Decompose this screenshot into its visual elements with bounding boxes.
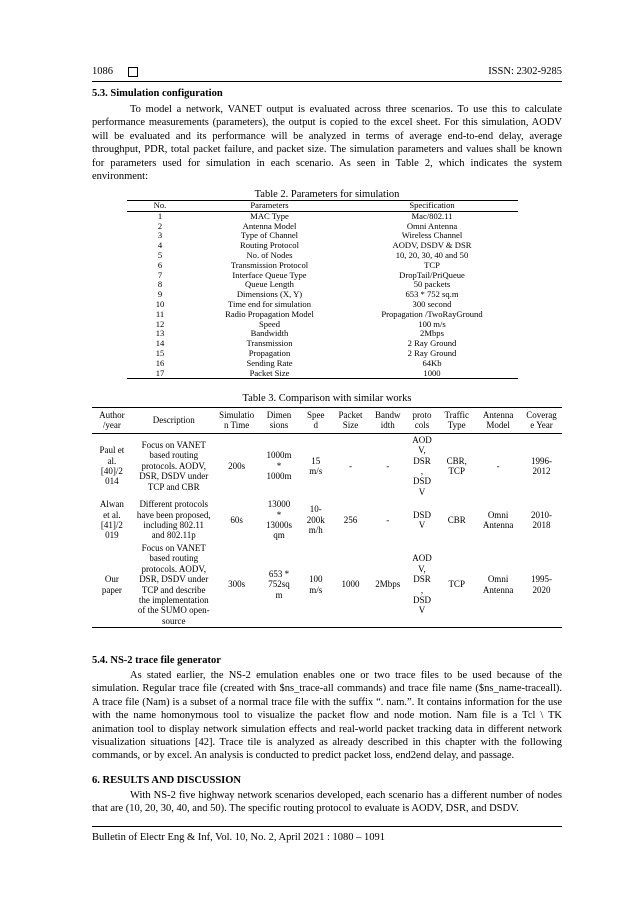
table2-cell: 14 [155,338,165,349]
table3-cell: AOD V, DSR , DSD V [412,434,432,497]
table2-cell: 2 Ray Ground [407,347,457,358]
table3-cell: Focus on VANET based routing protocols. AODV, DSR, DSDV under TCP and CBR [139,440,209,492]
table2-cell: Speed [258,318,280,329]
table3-cell: 653 * 752sq m [268,568,290,600]
table3-header-cell: Spee d [300,408,331,434]
table3-cell: CBR [447,514,466,525]
issn-label: ISSN: 2302-9285 [488,66,562,77]
table2-cell: 12 [155,318,165,329]
table3-cell: Our paper [101,574,122,595]
table2-cell: 2Mbps [420,328,444,339]
footer-rule [92,826,562,827]
square-icon [128,67,138,77]
table3-row [92,542,562,628]
table2-cell: AODV, DSDV & DSR [392,240,472,251]
page-number: 1086 [92,66,113,77]
table2-cell: 8 [157,279,163,290]
table2-cell: 16 [155,357,165,368]
table3-cell: - [496,460,500,471]
table3-cell: AOD V, DSR , DSD V [412,553,432,616]
table2-header-cell: No. [127,201,193,212]
table2-cell: 13 [155,328,165,339]
table2-row [127,329,518,339]
table2-container [127,200,518,379]
table2-row [127,251,518,261]
table3-cell: Omni Antenna [482,509,514,531]
section-5-4-body [92,669,562,763]
section-5-4-heading: 5.4. NS-2 trace file generator [92,655,221,666]
table3-cell: Alwan et al. [41]/2 019 [99,499,124,541]
table3-cell: 15 m/s [309,455,323,477]
table2-header-row [127,201,518,212]
table3-cell: 300s [228,579,246,590]
table2-cell: TCP [424,259,440,270]
table2-cell: Mac/802.11 [411,210,453,221]
table2-cell: 3 [157,230,163,241]
table2-caption: Table 2. Parameters for simulation [254,189,400,200]
table2-cell: Radio Propagation Model [225,308,314,319]
table3-cell: 1000 [341,579,360,590]
table3-cell: - [348,460,352,471]
table2-header-cell: Parameters [193,201,346,212]
table2-cell: 50 packets [413,279,451,290]
section-5-4-paragraph: As stated earlier, the NS-2 emulation enables one or two trace files to be used because of the simulation. Regular trace file (created with $ns_trace-all commands) and trace file name ($ns_name-traceall). A trace file (Nam) is a subset of a normal trace file with the suffix “. nam.”. It contains information for the use with the name homonymous tool to visualize the packet flow and node motion. Nam file is a Tcl \ TK animation tool to display network simulation effects and real-world packet tracking data in different network visualization situations [42]. Trace tile is analyzed as already described in this chapter with the following commands, or by excel. An analysis is conducted to predict packet loss, end2end delay, and passage. [92,670,562,762]
table3-header-row [92,408,562,434]
table2-cell: Time end for simulation [228,298,311,309]
table2-header-cell: Specification [346,201,518,212]
table3-cell: 1995- 2020 [531,574,553,595]
table2-cell: Transmission [246,338,293,349]
table2-cell: 4 [157,240,163,251]
table3-cell: DSD V [412,509,431,531]
table3-cell: 100 m/s [308,574,323,595]
table3-cell: 256 [343,514,358,525]
table3-cell: 200s [228,460,246,471]
table2-cell: Packet Size [249,367,290,378]
table3-cell: Different protocols have been proposed, including 802.11 and 802.11p [136,499,211,541]
table3-cell: Paul et al. [40]/2 014 [99,445,125,487]
table3-header-cell: Coverag e Year [521,408,562,434]
header-rule [92,81,562,82]
table2-cell: Wireless Channel [401,230,463,241]
table3-header-cell: Packet Size [331,408,370,434]
table2-cell: 2 Ray Ground [407,338,457,349]
table2-row [127,349,518,359]
table2-cell: 100 m/s [418,318,446,329]
table3-row [92,498,562,542]
table3-header-cell: Simulatio n Time [216,408,258,434]
table3-cell: 13000 * 13000s qm [265,499,292,541]
table3-cell: CBR, TCP [446,455,467,477]
table3-container [92,407,562,628]
section-5-3-paragraph: To model a network, VANET output is evaluated across three scenarios. To use this to calculate performance measurements (parameters), the output is copied to the excel sheet. For this simulation, AODV will be evaluated and its performance will be analyzed in terms of average end-to-end delay, average throughput, PDR, total packet failure, and packet size. The simulation parameters and values shall be known for parameters used for simulation in each scenario. As seen in Table 2, which indicates the system environment: [92,104,562,183]
table2-cell: Sending Rate [246,357,293,368]
table3-cell: 1000m * 1000m [266,450,292,482]
table2-cell: Transmission Protocol [230,259,309,270]
table3-cell: 2Mbps [375,579,401,590]
table3-row [92,433,562,498]
table2-cell: Routing Protocol [240,240,299,251]
table2 [127,200,518,379]
table2-cell: Antenna Model [242,220,297,231]
table2-cell: 2 [157,220,163,231]
table3-header-cell: Dimen sions [258,408,301,434]
table2-cell: 64Kb [422,357,442,368]
table2-cell: 10 [155,298,165,309]
table2-row [127,359,518,369]
table2-cell: 1 [157,210,163,221]
table3-caption: Table 3. Comparison with similar works [242,393,412,404]
table2-cell: Bandwidth [250,328,289,339]
table2-cell: Queue Length [245,279,294,290]
table2-cell: DropTail/PriQueue [399,269,465,280]
table3-header-cell: Author /year [92,408,132,434]
table2-cell: 7 [157,269,163,280]
table2-cell: 5 [157,249,163,260]
table2-row [127,369,518,379]
table2-cell: Propagation /TwoRayGround [381,308,483,319]
table3-cell: 2010- 2018 [531,509,553,531]
section-6-heading: 6. RESULTS AND DISCUSSION [92,775,241,786]
table2-cell: Type of Channel [240,230,299,241]
table3-cell: - [386,514,390,525]
table2-cell: 11 [155,308,165,319]
table3-cell: 60s [230,514,243,525]
table3-header-cell: Antenna Model [475,408,521,434]
section-5-3-body [92,103,562,183]
table2-row [127,280,518,290]
table2-cell: Omni Antenna [406,220,458,231]
table3-cell: Focus on VANET based routing protocols. AODV, DSR, DSDV under TCP and describe the implementation of the SUMO open- source [137,542,210,626]
table3-header-cell: Traffic Type [438,408,475,434]
table3-cell: TCP [448,579,465,590]
table3-header-cell: proto cols [406,408,439,434]
table2-cell: No. of Nodes [246,249,293,260]
section-6-paragraph: With NS-2 five highway network scenarios developed, each scenario has a different number of nodes that are (10, 20, 30, 40, and 50). The specific routing protocol to evaluate is AODV, DSR, and DSDV. [92,790,562,815]
table2-cell: Dimensions (X, Y) [236,289,303,300]
table3-cell: 10- 200k m/h [306,504,325,536]
table2-cell: 300 second [412,298,452,309]
section-6-body [92,789,562,816]
table2-cell: 1000 [423,367,441,378]
table2-row [127,290,518,300]
footer-citation: Bulletin of Electr Eng & Inf, Vol. 10, No. 2, April 2021 : 1080 – 1091 [92,832,386,843]
table2-cell: 17 [155,367,165,378]
table3-cell: 1996- 2012 [531,455,553,477]
table2-row [127,339,518,349]
table2-row [127,320,518,330]
table2-row [127,310,518,320]
table2-cell: 10, 20, 30, 40 and 50 [395,249,469,260]
table3-header-cell: Bandw idth [370,408,406,434]
table2-cell: 6 [157,259,163,270]
table2-cell: Propagation [248,347,291,358]
table2-cell: MAC Type [250,210,289,221]
table2-row [127,211,518,221]
section-5-3-heading: 5.3. Simulation configuration [92,88,223,99]
table2-cell: 653 * 752 sq.m [405,289,459,300]
table3 [92,407,562,628]
table2-cell: 15 [155,347,165,358]
table3-cell: - [386,460,390,471]
table2-row [127,271,518,281]
table2-cell: 9 [157,289,163,300]
table3-header-cell: Description [132,408,216,434]
table3-cell: Omni Antenna [482,574,514,595]
table2-cell: Interface Queue Type [232,269,307,280]
